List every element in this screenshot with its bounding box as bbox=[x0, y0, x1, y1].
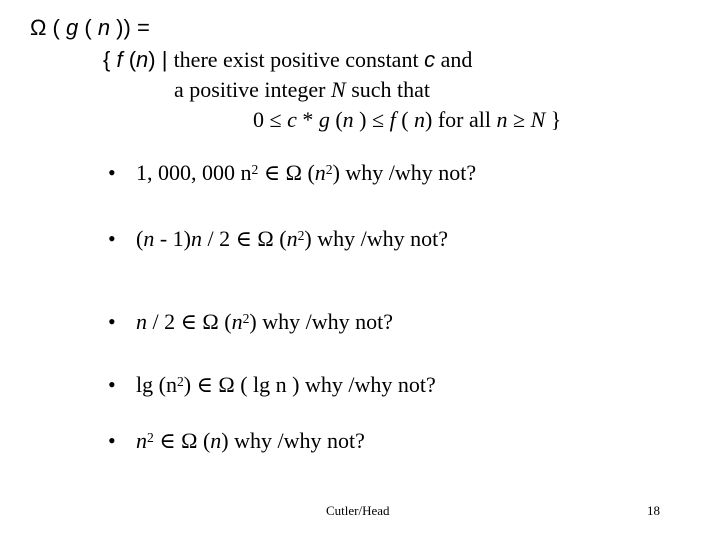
page-number: 18 bbox=[647, 503, 660, 518]
bullet-dot: • bbox=[108, 372, 116, 397]
bullet-item-1: • 1, 000, 000 $n^2$ ∈ Ω $(n^2)$ why /why not? bbox=[108, 160, 477, 185]
bullet-item-3: • n / 2 ∈ Ω $(n^2)$ why /why not? bbox=[108, 309, 393, 334]
bullet-dot: • bbox=[108, 309, 116, 334]
footer-author: Cutler/Head bbox=[326, 503, 390, 518]
definition-line-4: 0 ≤ c * g (n ) ≤ f ( n) for all n ≥ N } bbox=[253, 107, 562, 132]
bullet-dot: • bbox=[108, 428, 116, 453]
bullet-item-2: • (n - 1)n / 2 ∈ Ω $(n^2)$ why /why not? bbox=[108, 226, 448, 251]
definition-line-1: Ω ( g ( n )) = bbox=[30, 15, 150, 40]
bullet-dot: • bbox=[108, 226, 116, 251]
bullet-item-5: • $n^2$ ∈ Ω (n) why /why not? bbox=[108, 428, 365, 453]
definition-line-2: { f (n) | there exist positive constant c and bbox=[103, 47, 473, 72]
bullet-item-4: • $\lg (n^2)$ ∈ Ω ( lg n ) why /why not? bbox=[108, 372, 436, 397]
definition-line-3: a positive integer N such that bbox=[174, 77, 431, 102]
bullet-dot: • bbox=[108, 160, 116, 185]
